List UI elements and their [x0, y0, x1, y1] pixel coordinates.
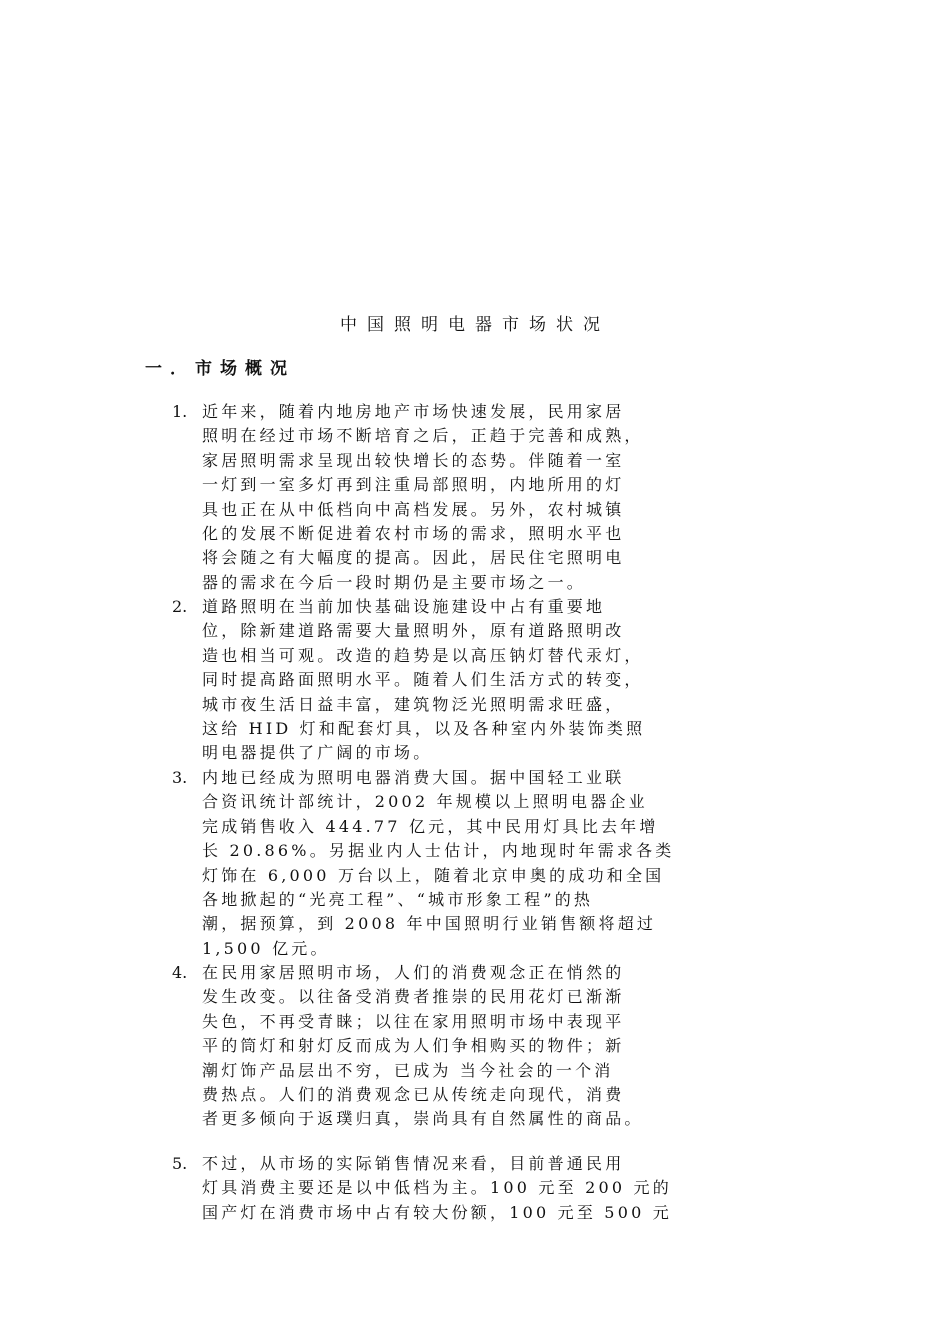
item-number: 1. [172, 402, 188, 421]
text-line: 近年来，随着内地房地产市场快速发展，民用家居 [202, 402, 625, 421]
text-line: 者更多倾向于返璞归真，崇尚具有自然属性的商品。 [202, 1109, 644, 1129]
item-text [202, 595, 812, 766]
text-line: 长 20.86%。另据业内人士估计，内地现时年需求各类 [202, 841, 675, 861]
text-line: 灯饰在 6,000 万台以上，随着北京申奥的成功和全国 [202, 865, 665, 885]
item-number: 5. [172, 1154, 188, 1173]
text-line: 道路照明在当前加快基础设施建设中占有重要地 [202, 597, 606, 616]
text-line: 费热点。人们的消费观念已从传统走向现代，消费 [202, 1084, 625, 1104]
text-line: 合资讯统计部统计，2002 年规模以上照明电器企业 [202, 792, 648, 812]
text-line: 具也正在从中低档向中高档发展。另外，农村城镇 [202, 499, 625, 519]
text-line: 完成销售收入 444.77 亿元，其中民用灯具比去年增 [202, 816, 659, 836]
text-line: 位，除新建道路需要大量照明外，原有道路照明改 [202, 621, 625, 641]
text-line: 一灯到一室多灯再到注重局部照明，内地所用的灯 [202, 475, 625, 495]
text-line: 器的需求在今后一段时期仍是主要市场之一。 [202, 572, 587, 592]
text-line: 灯具消费主要还是以中低档为主。100 元至 200 元的 [202, 1178, 672, 1198]
item-text [202, 961, 812, 1132]
document-title: 中国照明电器市场状况 [340, 315, 610, 335]
text-line: 家居照明需求呈现出较快增长的态势。伴随着一室 [202, 450, 625, 470]
text-line: 失色，不再受青睐；以往在家用照明市场中表现平 [202, 1011, 625, 1031]
text-line: 明电器提供了广阔的市场。 [202, 743, 433, 763]
text-line: 内地已经成为照明电器消费大国。据中国轻工业联 [202, 768, 625, 787]
item-text [202, 1152, 812, 1225]
text-line: 国产灯在消费市场中占有较大份额，100 元至 500 元 [202, 1202, 672, 1222]
text-line: 同时提高路面照明水平。随着人们生活方式的转变， [202, 670, 644, 690]
text-line: 将会随之有大幅度的提高。因此，居民住宅照明电 [202, 548, 625, 568]
text-line: 化的发展不断促进着农村市场的需求，照明水平也 [202, 523, 625, 543]
item-number: 4. [172, 963, 188, 982]
text-line: 照明在经过市场不断培育之后，正趋于完善和成熟， [202, 426, 644, 446]
text-line: 潮，据预算，到 2008 年中国照明行业销售额将超过 [202, 914, 657, 934]
text-line: 不过，从市场的实际销售情况来看，目前普通民用 [202, 1154, 625, 1173]
item-number: 2. [172, 597, 188, 616]
text-line: 造也相当可观。改造的趋势是以高压钠灯替代汞灯， [202, 645, 644, 665]
text-line: 平的筒灯和射灯反而成为人们争相购买的物件；新 [202, 1036, 625, 1056]
text-line: 这给 HID 灯和配套灯具，以及各种室内外装饰类照 [202, 718, 646, 738]
item-text [202, 766, 812, 961]
text-line: 各地掀起的“光亮工程”、“城市形象工程”的热 [202, 889, 594, 909]
text-line: 城市夜生活日益丰富，建筑物泛光照明需求旺盛， [202, 694, 625, 714]
item-text [202, 400, 812, 595]
section-heading: 一．市场概况 [145, 359, 295, 379]
text-line: 1,500 亿元。 [202, 938, 330, 958]
text-line: 潮灯饰产品层出不穷，已成为 当今社会的一个消 [202, 1060, 614, 1080]
item-number: 3. [172, 768, 188, 787]
text-line: 发生改变。以往备受消费者推崇的民用花灯已渐渐 [202, 987, 625, 1007]
text-line: 在民用家居照明市场，人们的消费观念正在悄然的 [202, 963, 625, 982]
